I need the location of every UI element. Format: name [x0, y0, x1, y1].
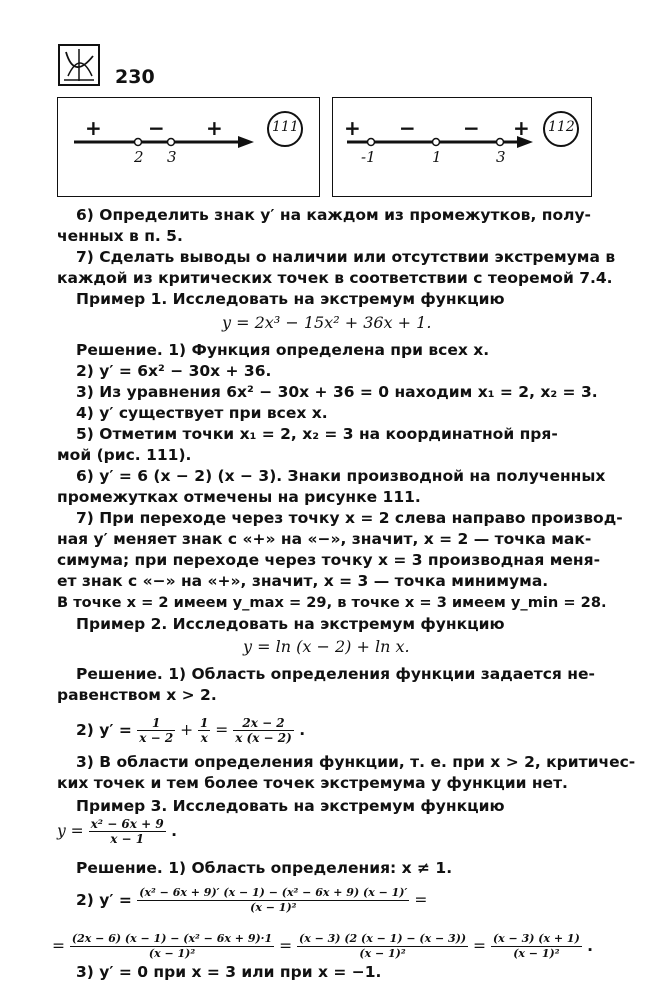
example-1-formula: y = 2x³ − 15x² + 36x + 1.	[222, 313, 432, 332]
example-1-step: мой (рис. 111).	[57, 446, 192, 464]
example-2-solution: Решение. 1) Область определения функции задается не-	[76, 665, 595, 683]
fraction: $\frac{1}{x - 2}$	[139, 716, 174, 745]
example-1-step: 3) Из уравнения 6x² − 30x + 36 = 0 находим x₁ = 2, x₂ = 3.	[76, 383, 598, 401]
example-1-step: промежутках отмечены на рисунке 111.	[57, 488, 421, 506]
figure-point	[497, 139, 504, 146]
point-label: 1	[432, 148, 442, 166]
sign-label: −	[148, 116, 165, 140]
example-1-step: ет знак с «−» на «+», значит, x = 3 — точка минимума.	[57, 572, 549, 590]
example-1-step: ная y′ меняет знак с «+» на «−», значит, x = 2 — точка мак-	[57, 530, 592, 548]
step-7-line: 7) Сделать выводы о наличии или отсутствии экстремума в	[76, 248, 616, 266]
example-1-step: В точке x = 2 имеем y_max = 29, в точке x = 3 имеем y_min = 28.	[57, 594, 607, 611]
example-1-step: 6) y′ = 6 (x − 2) (x − 3). Знаки производной на полученных	[76, 467, 606, 485]
example-3-step: 3) y′ = 0 при x = 3 или при x = −1.	[76, 963, 382, 981]
point-label: 3	[167, 148, 177, 166]
sign-label: +	[344, 116, 361, 140]
example-3-derivative: 2) y′ = $\frac{\text{(x² − 6x + 9)′ (x − 1) − (x² − 6x + 9) (x − 1)′}}{\text{(x − 1)²}}$ =	[76, 886, 428, 914]
figure-112	[332, 97, 592, 197]
example-2-conclusion: 3) В области определения функции, т. е. при x > 2, критичес-	[76, 753, 636, 771]
example-2-formula: y = ln (x − 2) + ln x.	[243, 637, 410, 656]
chapter-logo	[58, 44, 100, 86]
example-1-step: 2) y′ = 6x² − 30x + 36.	[76, 362, 272, 380]
fraction: $\frac{\text{(2x − 6) (x − 1) − (x² − 6x + 9)·1}}{\text{(x − 1)²}}$	[71, 932, 273, 960]
example-3-formula: y = $\frac{\text{x² − 6x + 9}}{x - 1}$ .	[57, 817, 177, 846]
figure-number: 111	[272, 119, 299, 135]
equation-prefix: 2) y′ =	[76, 891, 132, 909]
figure-number: 112	[548, 119, 575, 135]
example-2-solution: равенством x > 2.	[57, 686, 217, 704]
figure-point	[368, 139, 375, 146]
example-2-derivative: 2) y′ = $\frac{1}{x - 2}$ + $\frac{1}{x}$ = $\frac{2x - 2}{x (x - 2)}$ .	[76, 716, 306, 745]
example-1-solution: Решение. 1) Функция определена при всех x.	[76, 341, 490, 359]
example-3-solution: Решение. 1) Область определения: x ≠ 1.	[76, 859, 453, 877]
sign-label: −	[463, 116, 480, 140]
fraction: $\frac{\text{(x² − 6x + 9)′ (x − 1) − (x² − 6x + 9) (x − 1)′}}{\text{(x − 1)²}}$	[139, 886, 408, 914]
step-6-line: 6) Определить знак y′ на каждом из промежутков, полу-	[76, 206, 591, 224]
example-3-title: Пример 3. Исследовать на экстремум функцию	[76, 797, 505, 815]
sign-label: +	[513, 116, 530, 140]
example-3-derivative-cont: = $\frac{\text{(2x − 6) (x − 1) − (x² − 6x + 9)·1}}{\text{(x − 1)²}}$ = $\frac{(x - 3) (2 (x - 1) - (x - 3))}{\text{(x − 1)²}}$ = $\frac{(x - 3) (x + 1)}{\text{(x − 1)²}}$ .	[52, 932, 594, 960]
figure-point	[135, 139, 142, 146]
figure-point	[168, 139, 175, 146]
example-2-conclusion: ких точек и тем более точек экстремума у функции нет.	[57, 774, 568, 792]
step-6-line: ченных в п. 5.	[57, 227, 183, 245]
fraction: $\frac{(x - 3) (2 (x - 1) - (x - 3))}{\text{(x − 1)²}}$	[299, 932, 467, 960]
fraction: $\frac{(x - 3) (x + 1)}{\text{(x − 1)²}}$	[492, 932, 580, 960]
sign-label: −	[399, 116, 416, 140]
point-label: 3	[496, 148, 506, 166]
equation-prefix: 2) y′ =	[76, 721, 132, 739]
example-2-title: Пример 2. Исследовать на экстремум функцию	[76, 615, 505, 633]
example-1-step: 4) y′ существует при всех x.	[76, 404, 328, 422]
figure-111	[57, 97, 320, 197]
sign-label: +	[206, 116, 223, 140]
point-label: 2	[134, 148, 144, 166]
example-1-step: 5) Отметим точки x₁ = 2, x₂ = 3 на координатной пря-	[76, 425, 558, 443]
graph-icon	[60, 46, 98, 84]
page-number: 230	[115, 66, 155, 88]
figure-point	[433, 139, 440, 146]
fraction: $\frac{1}{x}$	[200, 716, 209, 745]
example-1-title: Пример 1. Исследовать на экстремум функцию	[76, 290, 505, 308]
fraction: $\frac{\text{x² − 6x + 9}}{x - 1}$	[90, 817, 164, 846]
example-1-step: 7) При переходе через точку x = 2 слева направо производ-	[76, 509, 623, 527]
sign-label: +	[85, 116, 102, 140]
example-1-step: симума; при переходе через точку x = 3 производная меня-	[57, 551, 601, 569]
fraction: $\frac{2x - 2}{x (x - 2)}$	[235, 716, 292, 745]
step-7-line: каждой из критических точек в соответствии с теоремой 7.4.	[57, 269, 613, 287]
point-label: -1	[361, 148, 376, 166]
